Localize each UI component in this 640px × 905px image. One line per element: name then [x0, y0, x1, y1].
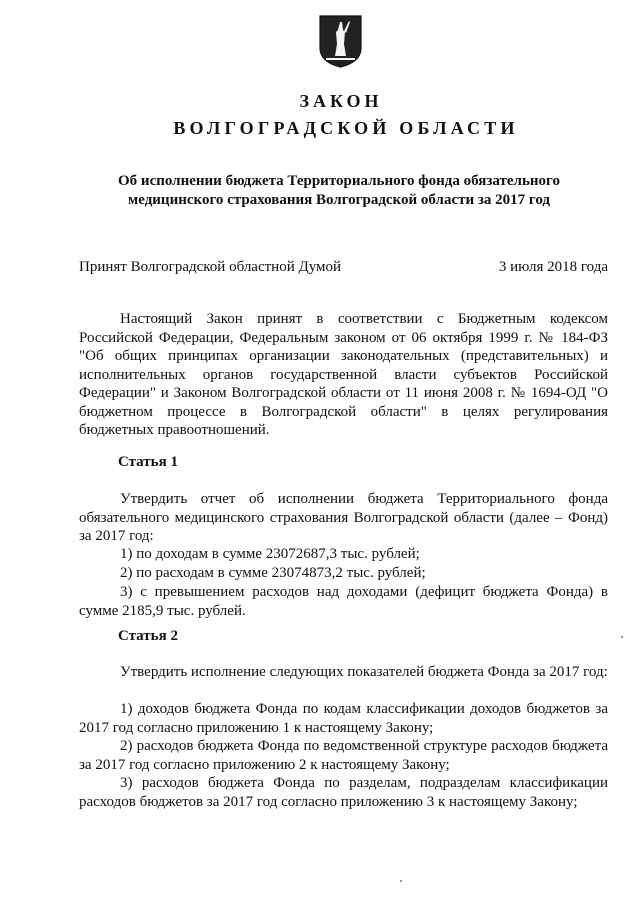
- region-title: ВОЛГОГРАДСКОЙ ОБЛАСТИ: [173, 118, 519, 138]
- scan-speck: [400, 880, 402, 882]
- law-subject-line-1: Об исполнении бюджета Территориального фонда обязательного: [118, 173, 560, 189]
- adopting-body: Принят Волгоградской областной Думой: [79, 259, 342, 275]
- adoption-line: [79, 259, 608, 276]
- law-subject-line-2: медицинского страхования Волгоградской области за 2017 год: [128, 192, 550, 208]
- law-title: ЗАКОН: [299, 91, 383, 111]
- article-2-item-3: 3) расходов бюджета Фонда по разделам, подразделам классификации расходов бюджетов за 2017 год согласно приложению 3 к настоящему Закону;: [79, 775, 608, 810]
- article-2-intro: Утвердить исполнение следующих показателей бюджета Фонда за 2017 год:: [120, 664, 608, 680]
- adoption-date: 3 июля 2018 года: [498, 259, 608, 275]
- article-1-intro: Утвердить отчет об исполнении бюджета Территориального фонда обязательного медицинского страхования Волгоградской области (далее – Фонд) за 2017 год:: [79, 491, 608, 544]
- preamble: Настоящий Закон принят в соответствии с Бюджетным кодексом Российской Федерации, Федеральным законом от 06 октября 1999 г. № 184-ФЗ "Об общих принципах организации законодательных (представительных) и исполнительных органов государственной власти субъектов Российской Федерации" и Законом Волгоградской области от 11 июня 2008 г. № 1694-ОД "О бюджетном процессе в Волгоградской области" в целях регулирования бюджетных правоотношений.: [79, 311, 608, 438]
- article-1-item-2: 2) по расходам в сумме 23074873,2 тыс. рублей;: [120, 565, 426, 581]
- scan-speck: [621, 636, 623, 638]
- article-1-heading: Статья 1: [118, 454, 178, 470]
- article-1-item-3: 3) с превышением расходов над доходами (дефицит бюджета Фонда) в сумме 2185,9 тыс. рублей.: [79, 584, 608, 619]
- coat-of-arms-icon: [318, 14, 363, 69]
- law-subject: [110, 172, 568, 210]
- article-2-item-2: 2) расходов бюджета Фонда по ведомственной структуре расходов бюджета за 2017 год согласно приложению 2 к настоящему Закону;: [79, 738, 608, 773]
- article-2-item-1: 1) доходов бюджета Фонда по кодам классификации доходов бюджетов за 2017 год согласно приложению 1 к настоящему Закону;: [79, 701, 608, 736]
- article-1-item-1: 1) по доходам в сумме 23072687,3 тыс. рублей;: [120, 546, 420, 562]
- article-2-heading: Статья 2: [118, 628, 178, 644]
